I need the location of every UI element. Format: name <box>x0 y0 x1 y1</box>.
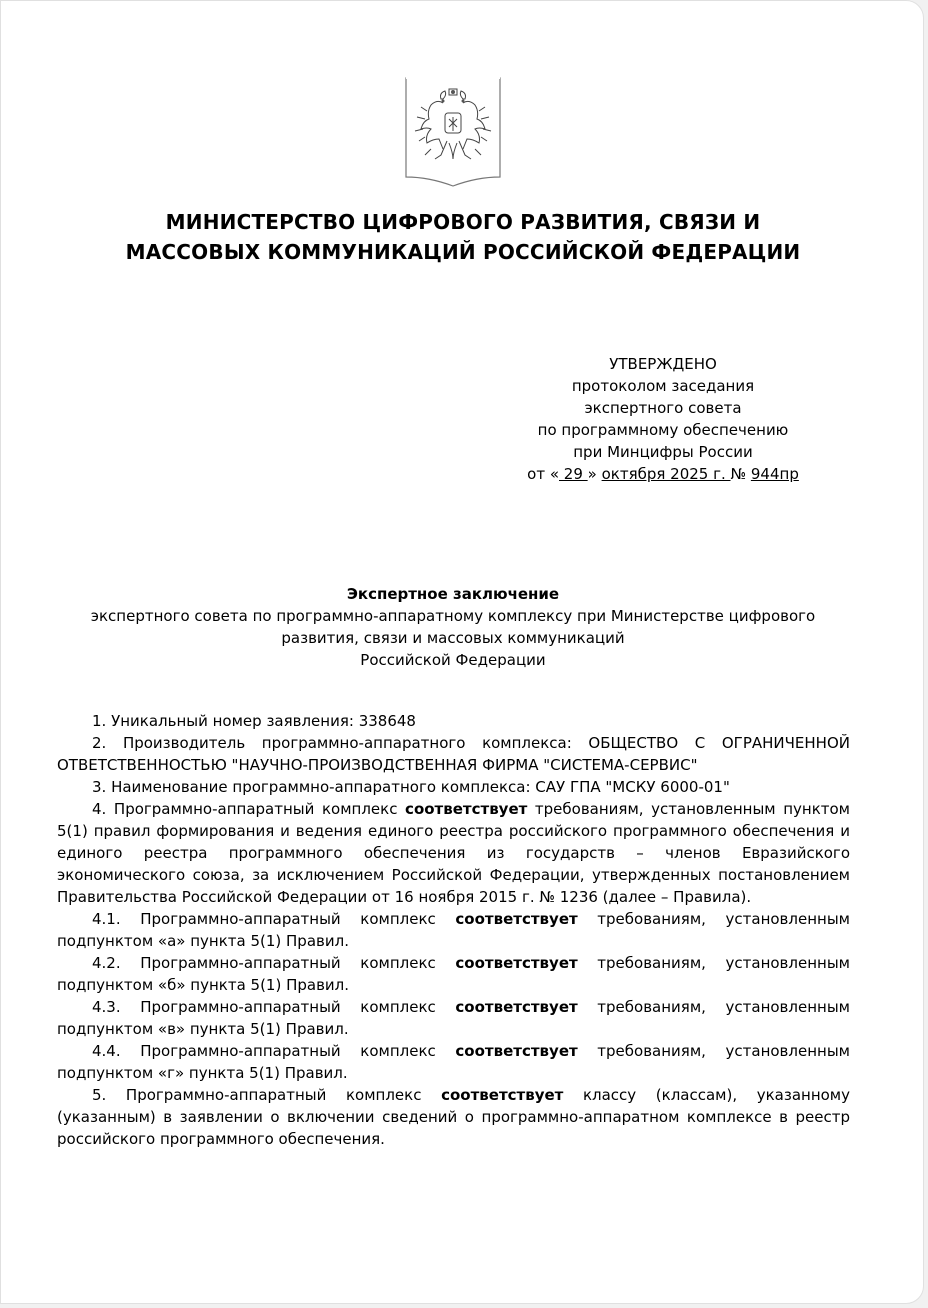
item-4 <box>57 798 850 908</box>
protocol-number: 944пр <box>750 465 799 483</box>
approval-line1: УТВЕРЖДЕНО <box>609 355 717 373</box>
item-4-4-verdict: соответствует <box>455 1042 578 1060</box>
date-prefix: от « <box>527 465 560 483</box>
item-4-1 <box>57 908 850 952</box>
item-4-2 <box>57 952 850 996</box>
approval-line4: по программному обеспечению <box>537 421 789 439</box>
item-4-3-text: 4.3. Программно-аппаратный комплекс <box>92 998 456 1016</box>
item-2: 2. Производитель программно-аппаратного комплекса: ОБЩЕСТВО С ОГРАНИЧЕННОЙ ОТВЕТСТВЕННОСТЬЮ "НАУЧНО-ПРОИЗВОДСТВЕННАЯ ФИРМА "СИСТЕМА-СЕРВИС" <box>57 734 850 774</box>
item-5-rest: классу (классам), указанному (указанным) в заявлении о включении сведений о программно-аппаратном комплексе в реестр российского программного обеспечения. <box>57 1086 850 1148</box>
item-4-text: 4. Программно-аппаратный комплекс <box>92 800 406 818</box>
date-mid: » <box>587 465 602 483</box>
item-4-1-verdict: соответствует <box>455 910 578 928</box>
conclusion-heading <box>57 583 849 671</box>
item-1: 1. Уникальный номер заявления: 338648 <box>92 712 416 730</box>
item-5-verdict: соответствует <box>441 1086 564 1104</box>
item-4-2-verdict: соответствует <box>455 954 578 972</box>
ministry-title <box>1 207 925 267</box>
item-4-3-rest: требованиям, установленным подпунктом «в» пункта 5(1) Правил. <box>57 998 850 1038</box>
coat-of-arms-emblem <box>405 77 501 187</box>
item-5 <box>57 1084 850 1150</box>
item-4-4 <box>57 1040 850 1084</box>
item-3: 3. Наименование программно-аппаратного комплекса: САУ ГПА "МСКУ 6000-01" <box>92 778 730 796</box>
approval-line3: экспертного совета <box>584 399 742 417</box>
approval-line2: протоколом заседания <box>571 377 755 395</box>
item-5-text: 5. Программно-аппаратный комплекс <box>92 1086 442 1104</box>
conclusion-subtitle-line1: экспертного совета по программно-аппаратному комплексу при Министерстве цифрового <box>90 607 816 625</box>
date-month-year: октября 2025 г. <box>601 465 731 483</box>
item-4-2-text: 4.2. Программно-аппаратный комплекс <box>92 954 456 972</box>
date-day: 29 <box>559 465 588 483</box>
conclusion-subtitle-line3: Российской Федерации <box>360 651 546 669</box>
item-4-3-verdict: соответствует <box>455 998 578 1016</box>
conclusion-title: Экспертное заключение <box>346 585 560 603</box>
item-4-verdict: соответствует <box>405 800 528 818</box>
approval-block <box>491 353 835 485</box>
ministry-title-line2: МАССОВЫХ КОММУНИКАЦИЙ РОССИЙСКОЙ ФЕДЕРАЦИИ <box>125 240 801 264</box>
approval-date-line <box>491 463 835 485</box>
conclusion-subtitle-line2: развития, связи и массовых коммуникаций <box>281 629 625 647</box>
item-4-1-rest: требованиям, установленным подпунктом «а» пункта 5(1) Правил. <box>57 910 850 950</box>
item-4-2-rest: требованиям, установленным подпунктом «б» пункта 5(1) Правил. <box>57 954 850 994</box>
item-4-4-text: 4.4. Программно-аппаратный комплекс <box>92 1042 456 1060</box>
item-4-3 <box>57 996 850 1040</box>
item-4-rest: требованиям, установленным пунктом 5(1) правил формирования и ведения единого реестра российского программного обеспечения и единого реестра программного обеспечения из государств – членов Евразийского экономического союза, за исключением Российской Федерации, утвержденных постановлением Правительства Российской Федерации от 16 ноября 2015 г. № 1236 (далее – Правила). <box>57 800 850 906</box>
conclusion-body <box>57 710 850 1150</box>
approval-line5: при Минцифры России <box>573 443 753 461</box>
item-4-1-text: 4.1. Программно-аппаратный комплекс <box>92 910 456 928</box>
number-label: № <box>730 465 751 483</box>
item-4-4-rest: требованиям, установленным подпунктом «г» пункта 5(1) Правил. <box>57 1042 850 1082</box>
ministry-title-line1: МИНИСТЕРСТВО ЦИФРОВОГО РАЗВИТИЯ, СВЯЗИ И <box>165 210 761 234</box>
